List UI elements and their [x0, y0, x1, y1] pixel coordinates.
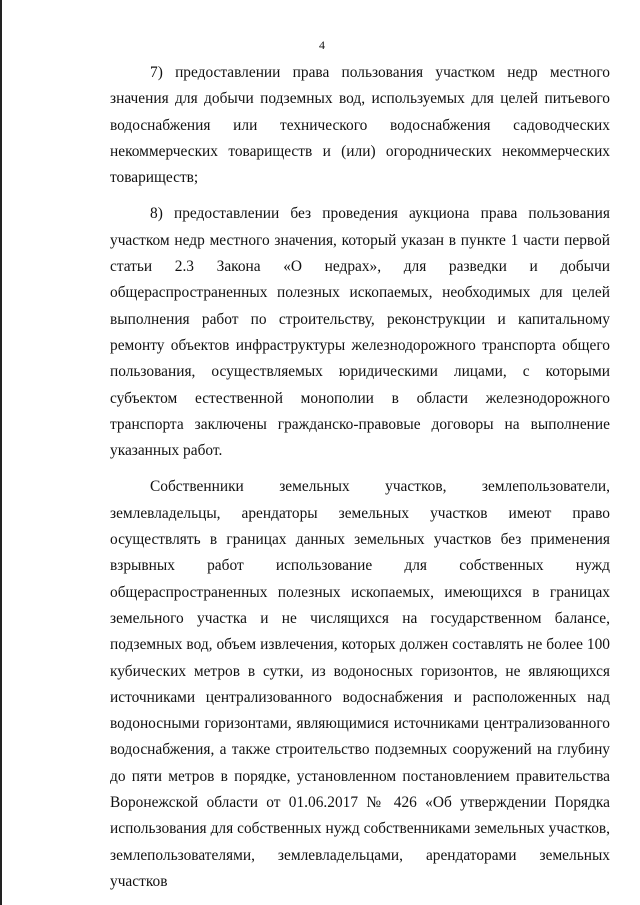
paragraph-landowners-rights: Собственники земельных участков, землепользователи, землевладельцы, арендаторы земельных участков имеют право осуществлять в границах данных земельных участков без применения взрывных работ использование для собственных нужд общераспространенных полезных ископаемых, имеющихся в границах земельного участка и не числящихся на государственном балансе, подземных вод, объем извлечения, которых должен составлять не более 100 кубических метров в сутки, из водоносных горизонтов, не являющихся источниками централизованного водоснабжения и расположенных над водоносными горизонтами, являющимися источниками централизованного водоснабжения, а также строительство подземных сооружений на глубину до пяти метров в порядке, установленном постановлением правительства Воронежской области от 01.06.2017 № 426 «Об утверждении Порядка использования для собственных нужд собственниками земельных участков, землепользователями, землевладельцами, арендаторами земельных участков — [110, 478, 610, 890]
document-body — [110, 60, 610, 905]
paragraph-item-8: 8) предоставлении без проведения аукциона права пользования участком недр местного значения, который указан в пункте 1 части первой статьи 2.3 Закона «О недрах», для разведки и добычи общераспространенных полезных ископаемых, необходимых для целей выполнения работ по строительству, реконструкции и капитальному ремонту объектов инфраструктуры железнодорожного транспорта общего пользования, осуществляемых юридическими лицами, с которыми субъектом естественной монополии в области железнодорожного транспорта заключены гражданско-правовые договоры на выполнение указанных работ. — [110, 205, 610, 460]
page-number: 4 — [319, 38, 325, 52]
paragraph-item-7: 7) предоставлении права пользования участком недр местного значения для добычи подземных вод, используемых для целей питьевого водоснабжения или технического водоснабжения садоводческих некоммерческих товариществ и (или) огороднических некоммерческих товариществ; — [110, 64, 610, 187]
